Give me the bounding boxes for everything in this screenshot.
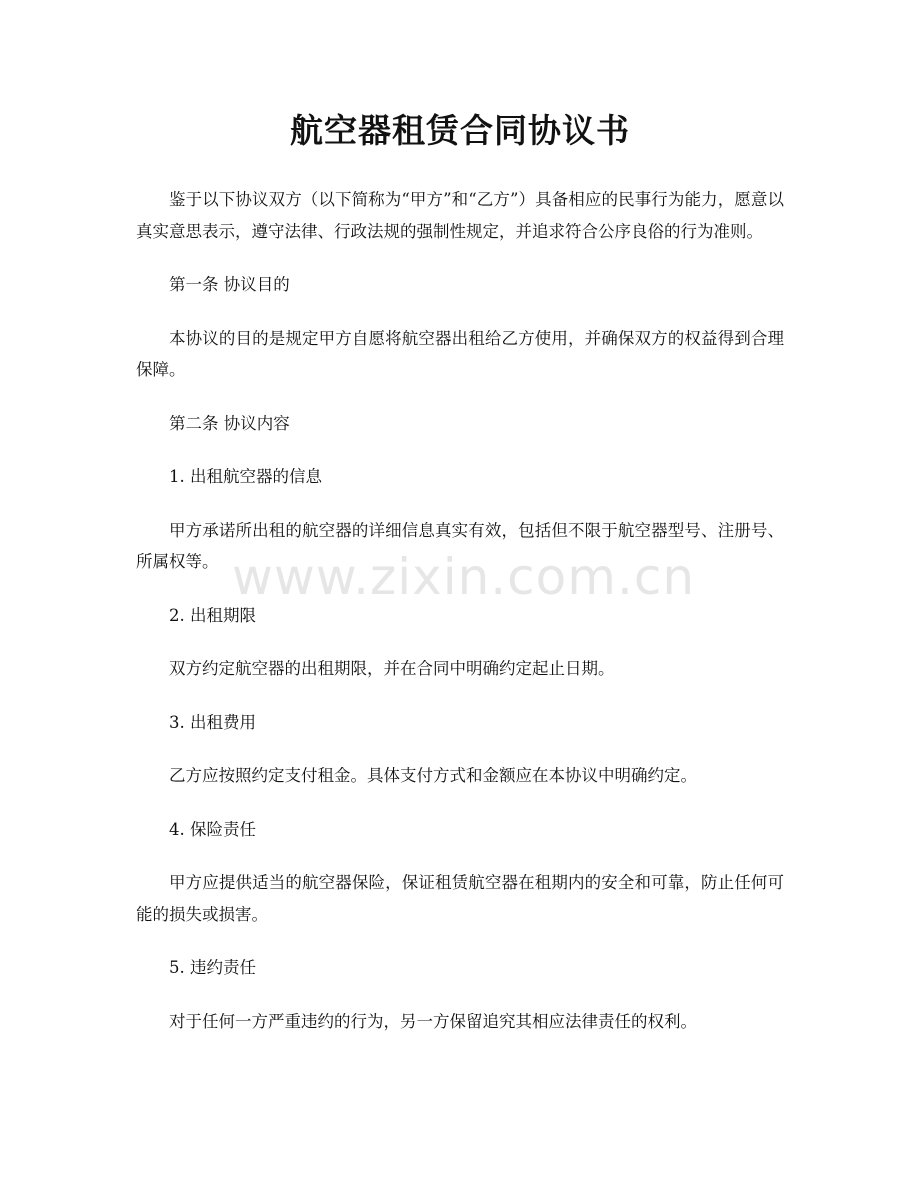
document-body [136,184,784,1059]
section-4-paragraph: 甲方应提供适当的航空器保险，保证租赁航空器在租期内的安全和可靠，防止任何可能的损失或损害。 [136,873,784,924]
section-2-paragraph: 双方约定航空器的出租期限，并在合同中明确约定起止日期。 [169,659,615,678]
preamble-paragraph: 鉴于以下协议双方（以下简称为“甲方”和“乙方”）具备相应的民事行为能力，愿意以真实意思表示，遵守法律、行政法规的强制性规定，并追求符合公序良俗的行为准则。 [136,190,784,241]
section-1-heading: 1. 出租航空器的信息 [169,467,322,486]
section-3-heading: 3. 出租费用 [169,712,256,732]
section-5-paragraph: 对于任何一方严重违约的行为，另一方保留追究其相应法律责任的权利。 [169,1011,697,1031]
section-5-heading: 5. 违约责任 [169,958,256,977]
watermark: www.zixin.com.cn [232,548,696,606]
article-2-heading: 第二条 协议内容 [169,413,290,433]
article-1-heading: 第一条 协议目的 [169,275,290,294]
document-title: 航空器租赁合同协议书 [290,111,630,150]
section-2-heading: 2. 出租期限 [169,605,256,625]
section-1-paragraph: 甲方承诺所出租的航空器的详细信息真实有效，包括但不限于航空器型号、注册号、所属权等。 [136,520,784,571]
section-4-heading: 4. 保险责任 [169,819,256,839]
article-1-paragraph: 本协议的目的是规定甲方自愿将航空器出租给乙方使用，并确保双方的权益得到合理保障。 [136,328,784,379]
section-3-paragraph: 乙方应按照约定支付租金。具体支付方式和金额应在本协议中明确约定。 [169,766,697,785]
